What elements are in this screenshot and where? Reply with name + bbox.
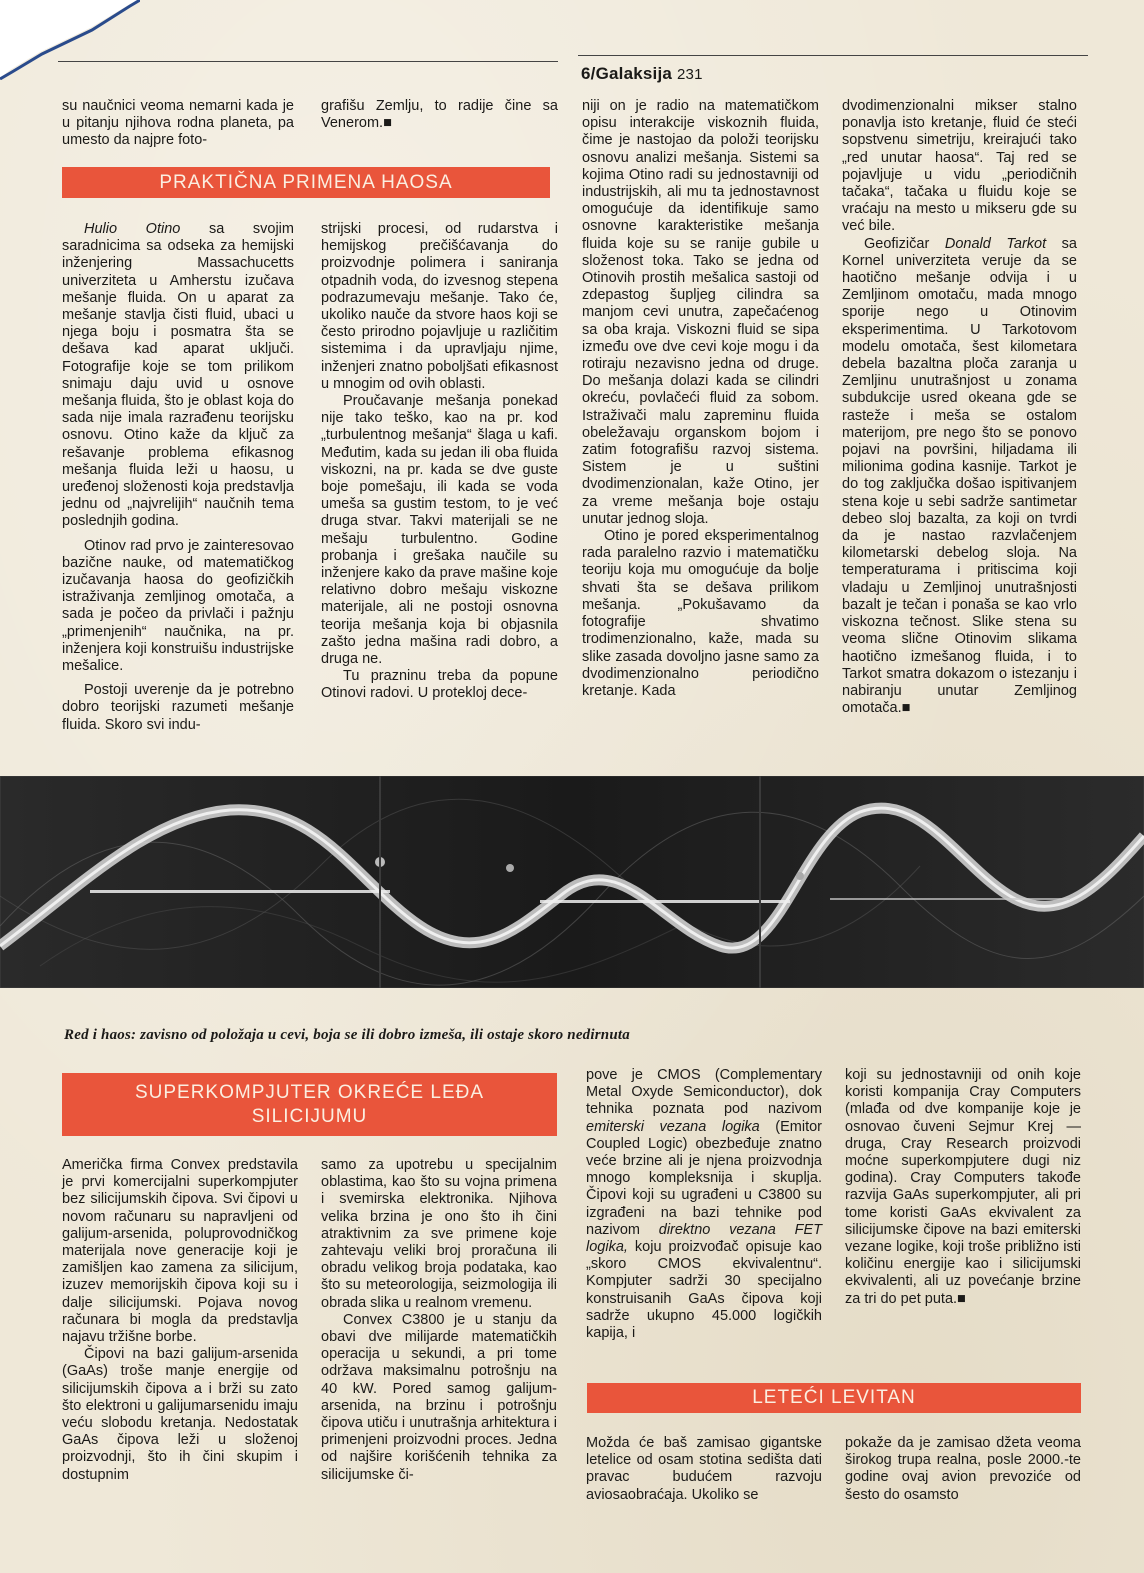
section-banner-superkompjuter: SUPERKOMPJUTER OKREĆE LEĐA SILICIJUMU [62,1073,557,1136]
paragraph-postoji: Postoji uverenje da je potrebno dobro teorijski razumeti mešanje fluida. Skoro svi indu- [62,682,294,733]
col4-main [842,98,1077,717]
section-banner-prakticna: PRAKTIČNA PRIMENA HAOSA [62,167,550,198]
paragraph-otinov-rad: Otinov rad prvo je zainteresovao bazične nauke, od matematičkog izučavanja haosa do geofizičkih istraživanja zemljinog omotača, a sada je počeo da privlači i pažnju „primenjenih“ naučnika, na pr. inženjera koji konstruišu industrijske mešalice. [62,537,294,675]
paragraph-leteci-1: Možda će baš zamisao gigantske letelice od osam stotina sedišta dati pravac budućem razvoju aviosaobraćaja. Ukoliko se [586,1435,822,1503]
paragraph-industrijski: strijski procesi, od rudarstva i hemijskog prečišćavanja do proizvodnje polimera i saniranja otpadnih voda, do izvesnog stepena podrazumevaju mešanje. Tako će, ukoliko nauče da stvore haos koji se često prirodno pojavljuje u različitim sistemima i da upravljaju njime, inženjeri znatno poboljšati efikasnost u mnogim od ovih oblasti. [321,221,558,392]
paragraph-convex: Američka firma Convex predstavila je prvi komercijalni superkompjuter bez silicijumskih čipova. Svi čipovi u novom računaru su napravljeni od galijum-arsenida, poluprovodničkog materijala nove generacije koji je zamišljen kao zamena za silicijum, izuzev memorijskih čipova koji su i dalje silicijumski. Pojava novog računara bi mogla da predstavlja najavu tržišne borbe. [62,1157,298,1346]
paragraph-interakcija: niji on je radio na matematičkom opisu interakcije viskoznih fluida, čime je nastojao da položi teorijsku osnovu analizi mešanja. Sistemi sa kojima Otino radi su jednostavniji od industrijskih, ali mu ta jednostavnost omogućuje da identifikuje samo osnovne karakteristike mešanja fluida koje su se ranije gubile u složenost toka. Tako se jedna od Otinovih prostih mešalica sastoji od zdepastog šupljeg cilindra sa manjom cevi unutra, zapečaćenog sa oba kraja. Viskozni fluid se sipa između ove dve cevi koje mogu i da rotiraju nezavisno jedna od druge. Do mešanja dolazi kada se cilindri okreću, povlačeći fluid za sobom. Istraživači malu zapreminu fluida obeležavaju organskom bojom i zatim fotografišu razvoj sistema. Sistem je u suštini dvodimenzionalan, kaže Otino, jer za vreme mešanja boje ostaju unutar jednog sloja. [582,98,819,527]
col3-leteci [586,1435,822,1504]
paragraph-proucavanje: Proučavanje mešanja ponekad nije tako teško, kao na pr. kod „turbulentnog mešanja“ šlaga u kafi. Međutim, kada su jedan ili oba fluida viskozni, na pr. kada se dve guste boje pomešaju, ili kada se voda umeša sa gustim testom, to je već druga stvar. Takvi materijali se ne mešaju turbulentno. Godine probanja i grešaka naučile su inženjere kako da prave mašine koje relativno dobro mešaju viskozne materijale, ali ne postoji osnovna teorija mešanja koja bi objasnila zašto jedna mašina radi dobro, a druga ne. [321,393,558,668]
col4-leteci [845,1435,1081,1504]
photo-caption: Red i haos: zavisno od položaja u cevi, boja se ili dobro izmeša, ili ostaje skoro nedirnuta [64,1027,630,1043]
torn-corner-decoration [0,0,140,80]
col2-bottom [321,1157,557,1484]
paragraph-c3800: Convex C3800 je u stanju da obavi dve milijarde matematičkih operacija u sekundi, a pri tome održava maksimalnu potrošnju na 40 kW. Pored samog galijum-arsenida, na brzinu i potrošnju čipova utiču i unutrašnja arhitektura i primenjeni proizvodni proces. Jedna od najšire korišćenih tehnika za silicijumske či- [321,1311,557,1483]
paragraph-eksperiment: Otino je pored eksperimentalnog rada paralelno razvio i matematičku teoriju koja mu omogućuje da bolje shvati šta se dešava prilikom mešanja. „Pokušavamo da fotografije shvatimo trodimenzionalno, kaže, mada su slike zasada dovoljno jasne samo za dvodimenzionalno periodično kretanje. Kada [582,528,819,699]
col4-bottom [845,1067,1081,1308]
col1-main [62,221,294,734]
col3-bottom [586,1067,822,1342]
col2-main [321,221,558,703]
paragraph-praznina: Tu prazninu treba da popune Otinovi radovi. U proteklој decе- [321,668,558,702]
magazine-label: 6/Galaksija [581,64,673,83]
col1-bottom [62,1157,298,1484]
mixing-photo-graphic [0,776,1144,988]
col1-intro: su naučnici veoma nemarni kada je u pitanju njihova rodna planeta, pa umesto da najpre foto- [62,98,294,149]
paragraph-gaas: Čipovi na bazi galijum-arsenida (GaAs) troše manje energije od silicijumskih čipova a i brži su zato što elektroni u galijumarsenidu imaju veću slobodu kretanja. Nedostatak GaAs čipova leži u složenoj proizvodnji, što ih čini skupim i dostupnim [62,1346,298,1483]
page-header [581,64,703,84]
section-banner-leteci: LETEĆI LEVITAN [587,1383,1081,1413]
page-number: 231 [676,66,703,83]
header-rule-left [58,61,558,62]
chaos-mixing-photo [0,776,1144,988]
paragraph-tarkot: Geofizičar Donald Tarkot sa Kornel univerziteta veruje da se haotično mešanje odvija i u Zemljinom omotaču, mada mnogo sporije nego u Otinovim eksperimentima. U Tarkotovom modelu omotača, šest kilometara debela bazaltna ploča zaranja u Zemljinu unutrašnjost u zonama subdukcije usred okeana gde se rasteže i meša se ostalom materijom, pre nego što se ponovo pojavi na površini, hiljadama ili milionima godina kasnije. Tarkot je do tog zaključka došao ispitivanjem stena koje u sebi sadrže santimetar debeo sloj bazalta, za koji on tvrdi da je nastao razvlačenjem kilometarski debelog sloja. Na temperaturama i pritiscima koji vladaju u Zemljinoj unutrašnjosti bazalt je tečan i ponaša se kao vrlo viskozna tečnost. Slike stena su veoma slične Otinovim slikama haotično izmešanog fluida, i to Tarkot smatra dokazom o istezanju i nabiranju unutar Zemljinog omotača.■ [842,235,1077,717]
paragraph-primena: samo za upotrebu u specijalnim oblastima, kao što su vojna primena i svemirska elektronika. Njihova velika brzina je ono što ih čini atraktivnim za sve primene koje zahtevaju veliki broj proračuna ili obradu velikog broja podataka, kao što su meteorologija, seizmologija ili obrada slika u realnom vremenu. [321,1157,557,1311]
header-rule-right [578,55,1088,56]
col3-main [582,98,819,700]
paragraph-cmos: pove je CMOS (Complementary Metal Oxyde Semiconductor), dok tehnika poznata pod nazivom emiterski vezana logika (Emitor Coupled Logic) obezbeđuje znatno veće brzine ali je njena proizvodnja mnogo kompleksnija i skuplja. Čipovi koji su ugrađeni u C3800 su izgrađeni na bazi tehnike pod nazivom direktno vezana FET logika, koju proizvođač opisuje kao „skoro CMOS ekvivalentnu“. Kompjuter sadrži 30 specijalno konstruisanih GaAs čipova koji sadrže ukupno 45.000 logičkih kapija, i [586,1067,822,1342]
paragraph-cray: koji su jednostavniji od onih koje koristi kompanija Cray Computers (mlađa od dve kompanije koje je osnovao čuveni Sejmur Krej — druga, Cray Research proizvodi moćne superkompjutere dugi niz godina). Cray Computers takođe razvija GaAs superkompjuter, ali pri tome koristi GaAs ekvivalent za silicijumske čipove na bazi emiterski vezane logike, koji troše približno isti količinu energije kao i silicijumski ekvivalenti, ali uz povećanje brzine za tri do pet puta.■ [845,1067,1081,1307]
paragraph-otino: Hulio Otino sa svojim saradnicima sa odseka za hemijski inženjering Massachucetts univerziteta u Amherstu izučava mešanje fluida. On u aparat za mešanje stavlja čisti fluid, ubaci u njega boju i posmatra šta se dešava kad aparat uključi. Fotografije koje se tom prilikom snimaju daju uvid u osnove mešanja fluida, što je oblast koja do sada nije imala razrađenu teorijsku osnovu. Otino kaže da ključ za rešavanje problema efikasnog mešanja fluida leži u haosu, u uređenoj složenosti koja predstavlja jednu od „najvrelijih“ naučnih tema poslednjih godina. [62,221,294,530]
col2-intro: grafišu Zemlju, to radije čine sa Venerom.■ [321,98,558,132]
paragraph-mikser: dvodimenzionalni mikser stalno ponavlja isto kretanje, fluid će steći sopstvenu simetriju, kreirajući tako „red unutar haosa“. Taj red se pojavljuje u vidu „periodičnih tačaka“, tačaka u fluidu koje se vraćaju na mesto u mikseru gde su već bile. [842,98,1077,235]
paragraph-leteci-2: pokaže da je zamisao džeta veoma širokog trupa realna, posle 2000.-te godine ovaj avion prevoziće od šesto do osamsto [845,1435,1081,1503]
